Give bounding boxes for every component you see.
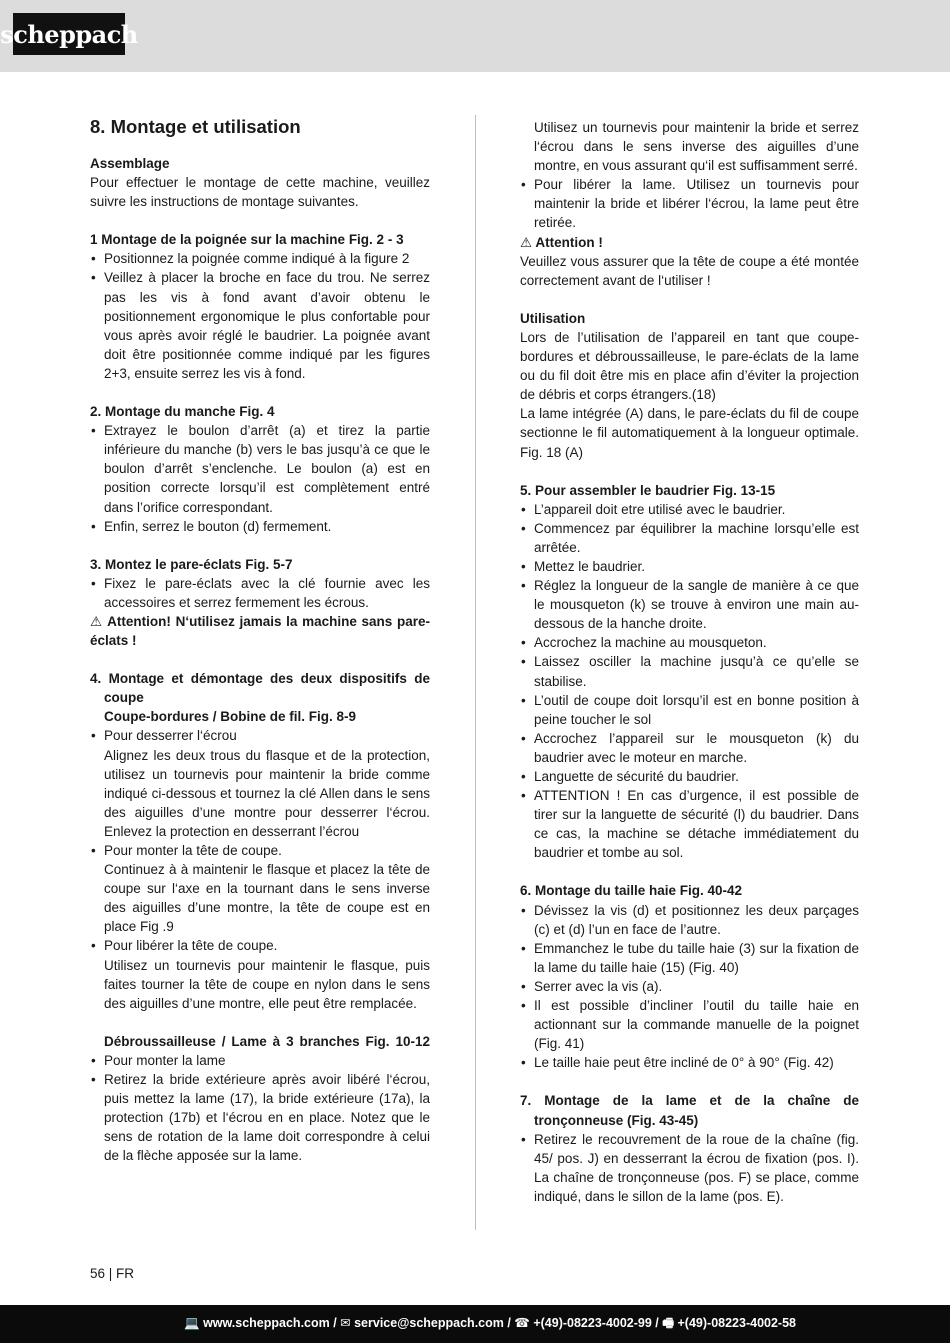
column-divider xyxy=(475,115,476,1230)
list-item: • Pour monter la lame xyxy=(90,1051,430,1070)
list-item: • Fixez le pare-éclats avec la clé fournie avec les accessoires et serrez fermement les écrous. xyxy=(90,574,430,612)
attention-text: Veuillez vous assurer que la tête de coupe a été montée correctement avant de l‘utiliser ! xyxy=(520,253,859,288)
header-band xyxy=(0,0,950,72)
list-item: • Serrer avec la vis (a). xyxy=(520,977,859,996)
step5-list xyxy=(520,500,859,863)
step6-list xyxy=(520,901,859,1073)
step4-heading: 4. Montage et démontage des deux dispositifs de coupe xyxy=(90,671,430,706)
list-item: • Retirez la bride extérieure après avoir libéré l‘écrou, puis mettez la lame (17), la bride extérieure (17a), la protection (17b) et l‘écrou en en place. Notez que le sens de rotation de la lame doit correspondre à celui de la flèche apposée sur la lame. xyxy=(90,1070,430,1165)
list-item: • Emmanchez le tube du taille haie (3) sur la fixation de la lame du taille haie (15) (Fig. 40) xyxy=(520,939,859,977)
list-item: • Mettez le baudrier. xyxy=(520,557,859,576)
list-item: • Il est possible d’incliner l’outil du taille haie en actionnant sur la commande manuelle de la poignet (Fig. 41) xyxy=(520,996,859,1053)
step1-heading: 1 Montage de la poignée sur la machine Fig. 2 - 3 xyxy=(90,232,404,248)
section-title: 8. Montage et utilisation xyxy=(90,116,301,137)
step4-subheading: Coupe-bordures / Bobine de fil. Fig. 8-9 xyxy=(104,709,357,725)
blade-subheading: Débroussailleuse / Lame à 3 branches Fig. 10-12 xyxy=(104,1033,430,1049)
list-item: • Accrochez la machine au mousqueton. xyxy=(520,633,859,652)
list-item: • L’outil de coupe doit lorsqu’il est en bonne position à peine toucher le sol xyxy=(520,691,859,729)
list-item-text: Continuez à à maintenir le flasque et placez la tête de coupe sur l‘axe en la tournant dans le sens inverse des aiguilles d’une montre, la tête de coupe est en place Fig .9 xyxy=(104,862,430,935)
list-item: • Enfin, serrez le bouton (d) fermement. xyxy=(90,517,430,536)
left-column xyxy=(90,110,430,1166)
utilisation-heading: Utilisation xyxy=(520,310,586,326)
scheppach-logo: scheppach xyxy=(13,13,125,55)
list-item: • Pour libérer la tête de coupe. xyxy=(90,936,430,955)
page-number: 56 | FR xyxy=(90,1266,135,1281)
right-column xyxy=(520,118,859,1206)
list-item: • ATTENTION ! En cas d’urgence, il est possible de tirer sur la languette de sécurité (l) du baudrier. Dans ce cas, la machine se détache immédiatement du baudrier et tombe au sol. xyxy=(520,786,859,862)
footer-band xyxy=(0,1305,950,1343)
list-item: • Positionnez la poignée comme indiqué à la figure 2 xyxy=(90,249,430,268)
list-item: • Commencez par équilibrer la machine lorsqu’elle est arrêtée. xyxy=(520,519,859,557)
list-item-text: Alignez les deux trous du flasque et de la protection, utilisez un tournevis pour maintenir la bride comme indiqué ci-dessous et tournez la clé Allen dans le sens des aiguilles d’une montre pour desserrer l‘écrou. Enlevez la protection en desserrant l’écrou xyxy=(104,747,430,839)
list-item: • Dévissez la vis (d) et positionnez les deux parçages (c) et (d) l’un en face de l’autre. xyxy=(520,901,859,939)
list-item: • Extrayez le boulon d’arrêt (a) et tirez la partie inférieure du manche (b) vers le bas jusqu’à ce que le boulon d’arrêt s’enclenche. Le boulon (a) est en position correcte lorsqu’il est complètement entré dans l’orifice correspondant. xyxy=(90,421,430,516)
utilisation-text-2: La lame intégrée (A) dans, le pare-éclats du fil de coupe sectionne le fil automatiquement à la longueur optimale. Fig. 18 (A) xyxy=(520,406,859,460)
step6-heading: 6. Montage du taille haie Fig. 40-42 xyxy=(520,883,743,899)
list-item: • L’appareil doit etre utilisé avec le baudrier. xyxy=(520,500,859,519)
assemblage-text: Pour effectuer le montage de cette machine, veuillez suivre les instructions de montage suivantes. xyxy=(90,175,430,210)
list-item: • Pour libérer la lame. Utilisez un tournevis pour maintenir la bride et libérer l‘écrou, la lame peut être retirée. xyxy=(520,175,859,232)
footer-contact: 💻 www.scheppach.com / ✉ service@scheppach.com / ☎ +(49)-08223-4002-99 / 🖷 +(49)-08223-4002-58 xyxy=(184,1315,796,1330)
list-item: • Réglez la longueur de la sangle de manière à ce que le mousqueton (k) se trouve à environ une main au-dessous de la hanche droite. xyxy=(520,576,859,633)
list-item: • Pour monter la tête de coupe. xyxy=(90,841,430,860)
assemblage-heading: Assemblage xyxy=(90,156,170,171)
step5-heading: 5. Pour assembler le baudrier Fig. 13-15 xyxy=(520,482,776,498)
attention-heading: ⚠ Attention ! xyxy=(520,234,603,250)
list-item: • Veillez à placer la broche en face du trou. Ne serrez pas les vis à fond avant d’avoir obtenu le positionnement ergonomique le plus confortable pour vous après avoir réglé le baudrier. La poignée avant doit être positionnée comme indiqué par les figures 2+3, ensuite serrez les vis à fond. xyxy=(90,268,430,383)
step2-heading: 2. Montage du manche Fig. 4 xyxy=(90,404,275,420)
warning-text: ⚠ Attention! N‘utilisez jamais la machine sans pare-éclats ! xyxy=(90,613,430,649)
list-item-text: Utilisez un tournevis pour maintenir le flasque, puis faites tourner la tête de coupe en nylon dans le sens des aiguilles d’une montre, elle peut être remplacée. xyxy=(104,957,430,1011)
list-item: • Languette de sécurité du baudrier. xyxy=(520,767,859,786)
continued-text: Utilisez un tournevis pour maintenir la bride et serrez l‘écrou dans le sens inverse des aiguilles d’une montre, en vous assurant qu‘il est suffisamment serré. xyxy=(534,120,859,174)
list-item: • Laissez osciller la machine jusqu’à ce qu’elle se stabilise. xyxy=(520,652,859,690)
list-item: • Accrochez l’appareil sur le mousqueton (k) du baudrier avec le moteur en marche. xyxy=(520,729,859,767)
step7-heading: 7. Montage de la lame et de la chaîne de tronçonneuse (Fig. 43-45) xyxy=(520,1093,859,1128)
list-item: • Retirez le recouvrement de la roue de la chaîne (fig. 45/ pos. J) en desserrant la écrou de fixation (pos. I). La chaîne de tronçonneuse (pos. F) se place, comme indiqué, dans le sillon de la lame (pos. E). xyxy=(520,1130,859,1206)
step7-list xyxy=(520,1130,859,1206)
list-item: • Pour desserrer l‘écrou xyxy=(90,726,430,745)
list-item: • Le taille haie peut être incliné de 0° à 90° (Fig. 42) xyxy=(520,1053,859,1072)
step3-heading: 3. Montez le pare-éclats Fig. 5-7 xyxy=(90,556,293,572)
utilisation-text: Lors de l’utilisation de l’appareil en tant que coupe-bordures et débroussailleuse, le pare-éclats de la lame ou du fil doit être mis en place afin d’éviter la projection de débris et corps étrangers.(18) xyxy=(520,329,859,403)
